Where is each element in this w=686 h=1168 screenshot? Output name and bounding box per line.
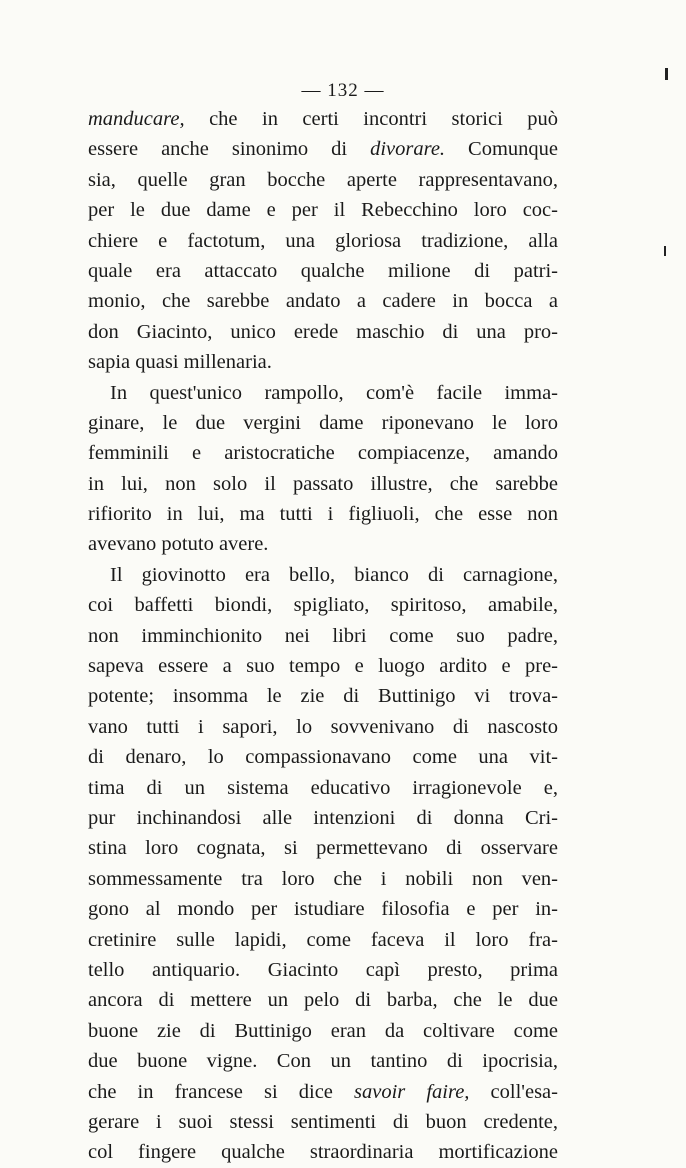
text-run: rifiorito in lui, ma tutti i figliuoli, che esse non xyxy=(88,503,558,526)
text-run: essere anche sinonimo di xyxy=(88,138,371,161)
text-run: gerare i suoi stessi sentimenti di buon credente, xyxy=(88,1110,558,1133)
text-run: In quest'unico rampollo, com'è facile imma- xyxy=(110,381,558,404)
text-run: non imminchionito nei libri come suo padre, xyxy=(88,624,558,647)
body-text xyxy=(88,104,558,1168)
text-run: Comunque xyxy=(445,138,558,161)
text-line xyxy=(88,226,558,256)
text-run: femminili e aristocratiche compiacenze, amando xyxy=(88,442,558,465)
margin-mark xyxy=(665,68,668,80)
text-run: tima di un sistema educativo irragionevole e, xyxy=(88,776,558,799)
text-run: sapeva essere a suo tempo e luogo ardito e pre- xyxy=(88,655,558,678)
text-run: tello antiquario. Giacinto capì presto, prima xyxy=(88,958,558,981)
text-run: due buone vigne. Con un tantino di ipocrisia, xyxy=(88,1050,558,1073)
text-line xyxy=(88,742,558,772)
italic-text: manducare, xyxy=(88,108,185,130)
text-run: sommessamente tra loro che i nobili non ven- xyxy=(88,867,558,890)
text-line xyxy=(88,894,558,924)
text-line xyxy=(88,621,558,651)
text-run: don Giacinto, unico erede maschio di una pro- xyxy=(88,320,558,343)
text-run: potente; insomma le zie di Buttinigo vi trova- xyxy=(88,685,558,708)
text-run: cretinire sulle lapidi, come faceva il loro fra- xyxy=(88,928,558,951)
text-run: in lui, non solo il passato illustre, che sarebbe xyxy=(88,472,558,495)
text-line xyxy=(88,195,558,225)
text-line xyxy=(88,925,558,955)
text-line xyxy=(88,651,558,681)
text-line xyxy=(88,134,558,164)
text-run: sapia quasi millenaria. xyxy=(88,351,272,374)
text-line xyxy=(88,803,558,833)
text-line xyxy=(88,347,558,377)
italic-text: savoir faire, xyxy=(354,1080,470,1103)
text-run: che in francese si dice xyxy=(88,1080,354,1103)
text-line xyxy=(88,165,558,195)
text-line xyxy=(88,256,558,286)
text-run: coi baffetti biondi, spigliato, spiritoso, amabile, xyxy=(88,594,558,617)
text-line xyxy=(88,590,558,620)
text-line xyxy=(88,286,558,316)
text-run: sia, quelle gran bocche aperte rappresentavano, xyxy=(88,168,558,191)
text-run: chiere e factotum, una gloriosa tradizione, alla xyxy=(88,229,558,252)
margin-mark xyxy=(664,246,666,256)
text-line xyxy=(88,955,558,985)
text-line xyxy=(88,681,558,711)
italic-text: divorare. xyxy=(370,138,446,161)
text-run: vano tutti i sapori, lo sovvenivano di nascosto xyxy=(88,715,558,738)
text-run: pur inchinandosi alle intenzioni di donna Cri- xyxy=(88,806,558,829)
text-run: gono al mondo per istudiare filosofia e per in- xyxy=(88,898,558,921)
text-line xyxy=(88,1137,558,1167)
text-line xyxy=(88,104,558,134)
text-run: per le due dame e per il Rebecchino loro coc- xyxy=(88,199,558,222)
text-line xyxy=(88,408,558,438)
text-run: buone zie di Buttinigo eran da coltivare come xyxy=(88,1019,558,1042)
text-run: ginare, le due vergini dame riponevano le loro xyxy=(88,411,558,434)
text-line xyxy=(88,438,558,468)
text-run: che in certi incontri storici può xyxy=(184,108,558,130)
text-line xyxy=(88,317,558,347)
text-line xyxy=(88,560,558,590)
text-run: quale era attaccato qualche milione di patri- xyxy=(88,259,558,282)
text-line xyxy=(88,499,558,529)
text-line xyxy=(88,1016,558,1046)
text-run: avevano potuto avere. xyxy=(88,533,269,556)
text-line xyxy=(88,833,558,863)
text-run: coll'esa- xyxy=(469,1080,558,1103)
text-line xyxy=(88,378,558,408)
page-number: — 132 — xyxy=(301,80,385,101)
text-run: Il giovinotto era bello, bianco di carnagione, xyxy=(110,563,558,586)
text-line xyxy=(88,1107,558,1137)
text-run: stina loro cognata, si permettevano di osservare xyxy=(88,837,558,860)
text-line xyxy=(88,469,558,499)
text-run: di denaro, lo compassionavano come una vit- xyxy=(88,746,558,769)
text-line xyxy=(88,985,558,1015)
text-line xyxy=(88,712,558,742)
text-line xyxy=(88,773,558,803)
text-run: monio, che sarebbe andato a cadere in bocca a xyxy=(88,290,558,313)
text-line xyxy=(88,529,558,559)
text-run: ancora di mettere un pelo di barba, che le due xyxy=(88,989,558,1012)
text-line xyxy=(88,864,558,894)
text-run: col fingere qualche straordinaria mortificazione xyxy=(88,1141,558,1164)
text-line xyxy=(88,1077,558,1107)
text-line xyxy=(88,1046,558,1076)
